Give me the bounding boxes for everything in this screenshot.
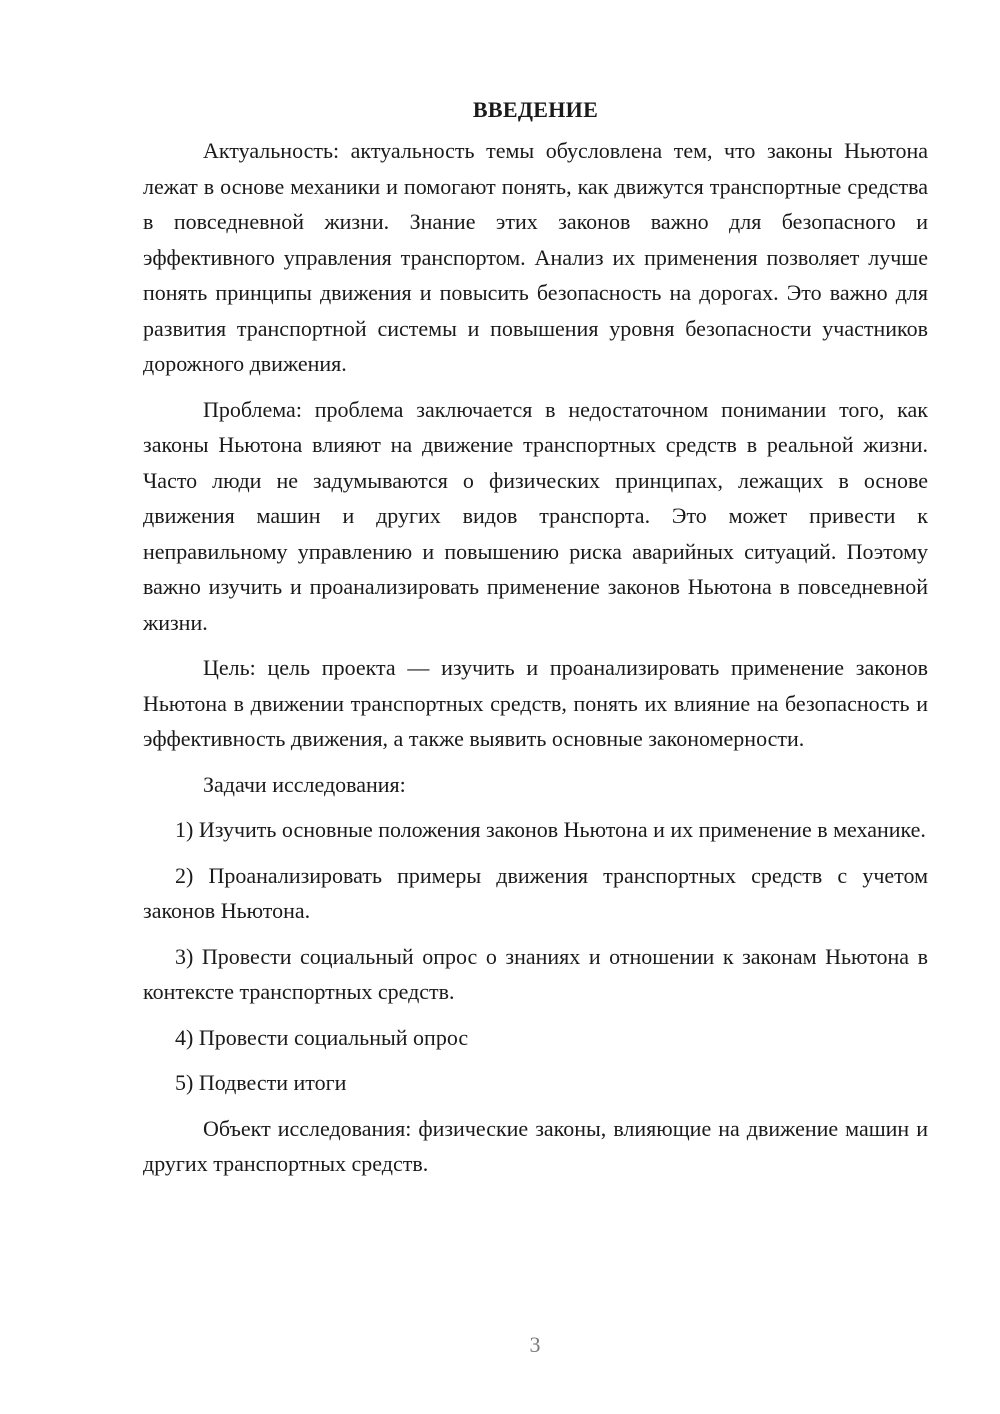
task-item-2: 2) Проанализировать примеры движения транспортных средств с учетом законов Ньютона. [143,862,928,923]
task-item-4: 4) Провести социальный опрос [175,1024,469,1050]
relevance-paragraph: Актуальность: актуальность темы обусловлена тем, что законы Ньютона лежат в основе механики и помогают понять, как движутся транспортные средства в повседневной жизни. Знание этих законов важно для безопасного и эффективного управления транспортом. Анализ их применения позволяет лучше понять принципы движения и повысить безопасность на дорогах. Это важно для развития транспортной системы и повышения уровня безопасности участников дорожного движения. [143,138,928,376]
page-number: 3 [529,1332,541,1357]
tasks-label: Задачи исследования: [203,771,406,797]
object-paragraph: Объект исследования: физические законы, влияющие на движение машин и других транспортных средств. [143,1115,928,1176]
task-item-5: 5) Подвести итоги [175,1070,347,1095]
document-body [143,94,928,1192]
section-heading: ВВЕДЕНИЕ [472,97,599,122]
goal-paragraph: Цель: цель проекта — изучить и проанализировать применение законов Ньютона в движении транспортных средств, понять их влияние на безопасность и эффективность движения, а также выявить основные закономерности. [143,655,928,751]
task-item-1: 1) Изучить основные положения законов Ньютона и их применение в механике. [175,817,926,842]
task-item-3: 3) Провести социальный опрос о знаниях и отношении к законам Ньютона в контексте транспортных средств. [143,943,928,1004]
tasks-list [143,812,928,1101]
problem-paragraph: Проблема: проблема заключается в недостаточном понимании того, как законы Ньютона влияют на движение транспортных средств в реальной жизни. Часто люди не задумываются о физических принципах, лежащих в основе движения машин и других видов транспорта. Это может привести к неправильному управлению и повышению риска аварийных ситуаций. Поэтому важно изучить и проанализировать применение законов Ньютона в повседневной жизни. [143,396,928,635]
